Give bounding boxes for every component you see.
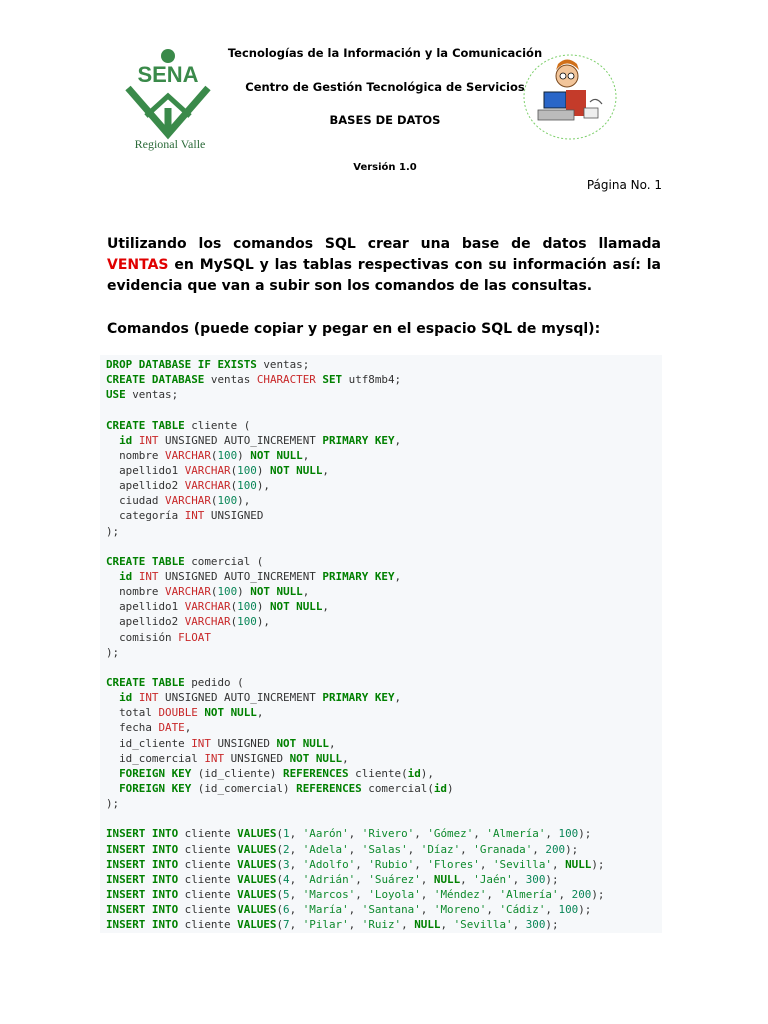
code-line [106,705,656,720]
code-token: VALUES [237,857,277,871]
code-line [106,826,656,841]
code-token: ); [591,887,605,901]
code-token: ( [230,600,238,614]
code-token: 'Rivero' [361,827,415,841]
code-token: ); [578,827,592,841]
page-number: Página No. 1 [586,178,662,192]
code-token: 'Flores' [427,857,480,871]
code-token: 'Loyola' [368,887,421,901]
code-token: apellido1 [106,600,185,614]
code-token: cliente [178,857,238,871]
code-token: , [289,872,303,886]
code-token: VALUES [237,842,277,856]
code-token: ( [276,918,284,932]
code-token: 100 [217,494,238,508]
code-token: REFERENCES [296,781,362,795]
code-token: , [420,903,434,917]
code-token: ), [420,766,434,780]
code-token: comercial( [361,781,434,795]
code-line [106,751,656,766]
code-token [106,570,119,583]
code-token: PRIMARY KEY [322,691,395,705]
code-token: ); [565,842,579,856]
code-line [106,508,656,523]
code-token: nombre [106,585,166,599]
code-token: CREATE TABLE [106,675,185,689]
code-token: cliente [178,887,238,901]
code-token: 300 [525,872,546,886]
code-token: VALUES [237,872,277,886]
code-token: ( [276,857,284,871]
code-token: , [348,918,362,932]
code-token: , [289,903,303,917]
code-token: 'Almería' [499,887,559,901]
code-token: 100 [558,827,579,841]
code-line [106,917,656,932]
code-token: VARCHAR [165,494,211,508]
code-token: categoría [106,509,185,523]
code-token: , [512,872,526,886]
code-line [106,857,656,872]
code-token: VALUES [237,827,277,841]
code-token: ( [230,479,238,493]
code-token: NOT NULL [250,585,303,599]
code-token: INT [204,751,225,765]
code-token: VALUES [237,918,277,932]
code-token: NULL [433,872,461,886]
header-line-1: Tecnologías de la Información y la Comunicación [227,46,543,60]
code-token: ); [545,872,559,886]
code-token: comisión [106,630,179,644]
code-token: , [322,600,329,614]
code-token [106,782,119,795]
code-token: ); [591,857,605,871]
code-token: ( [210,448,218,462]
code-token: 'Adela' [302,842,349,856]
code-line [106,539,656,554]
code-token: VARCHAR [184,479,231,493]
code-line [106,463,656,478]
code-token: NOT NULL [289,751,343,765]
code-token: 100 [237,479,257,493]
code-token: INT [184,509,205,523]
code-token: 'Ruiz' [361,918,402,932]
intro-paragraph [107,234,661,297]
code-token [106,767,119,780]
code-token: , [289,887,303,901]
code-token: ventas; [125,388,179,402]
header-line-2: Centro de Gestión Tecnológica de Servicios [245,80,525,94]
code-token: INSERT INTO [106,842,179,856]
code-line [106,584,656,599]
code-token: SET [322,373,343,387]
header-line-3: BASES DE DATOS [329,113,441,127]
code-line [106,357,656,372]
code-token: UNSIGNED AUTO_INCREMENT [158,433,323,447]
code-token: cliente [178,872,238,886]
code-token: , [558,887,572,901]
code-token: id [407,766,421,780]
logo-caption: Regional Valle [134,137,206,151]
code-token: , [486,887,500,901]
code-token: ( [276,903,284,917]
code-token: cliente [178,842,238,856]
code-token: nombre [106,448,166,462]
code-token: NULL [565,857,592,871]
code-token: , [355,857,369,871]
code-token: apellido1 [106,463,185,477]
code-token: 'María' [302,903,349,917]
code-token: ) [237,585,251,599]
code-token: 100 [217,585,238,599]
code-token: , [394,569,402,583]
code-token: 'Almería' [486,827,546,841]
code-token: , [545,903,559,917]
code-token: 100 [237,615,257,629]
code-token: INSERT INTO [106,827,179,841]
code-token: id_cliente [106,736,192,750]
code-line [106,872,656,887]
code-token: , [322,463,329,477]
code-token: ) [237,448,251,462]
code-line [106,690,656,705]
code-token: , [401,918,415,932]
code-token: UNSIGNED [210,736,277,750]
code-token: VARCHAR [165,585,211,599]
code-token: apellido2 [106,615,185,629]
code-line [106,796,656,811]
code-token: INSERT INTO [106,857,179,871]
code-token: cliente [178,827,238,841]
code-token: , [348,842,362,856]
code-line [106,660,656,675]
code-line [106,630,656,645]
code-token: (id_cliente) [191,766,284,780]
code-token: , [289,918,303,932]
code-line [106,478,656,493]
code-token: 100 [217,448,238,462]
code-token: VARCHAR [184,600,231,614]
code-token: , [420,872,434,886]
code-token: id_comercial [106,751,205,765]
code-token: NULL [414,918,441,932]
code-token: ( [276,887,284,901]
logo-text: SENA [137,62,199,87]
code-token: 1 [283,827,290,841]
code-line [106,781,656,796]
code-token: FOREIGN KEY [119,766,192,780]
code-token: , [420,887,434,901]
code-token: NOT NULL [250,448,303,462]
code-token: 200 [571,887,592,901]
code-token: fecha [106,721,159,735]
code-token: , [342,751,349,765]
code-token: ( [210,585,218,599]
code-token: , [394,433,402,447]
code-line [106,402,656,417]
code-token: FOREIGN KEY [119,781,192,795]
code-line [106,614,656,629]
code-token: ( [230,463,238,477]
code-token: 'Marcos' [302,887,356,901]
code-token: VALUES [237,887,277,901]
code-token: 2 [283,842,290,856]
code-line [106,887,656,902]
code-token: NOT NULL [204,706,257,720]
code-token: 'Gómez' [427,827,474,841]
code-token: CHARACTER [256,373,316,387]
code-line [106,902,656,917]
sql-code-block [100,355,662,933]
code-token: , [486,903,500,917]
code-token: , [256,706,264,720]
code-token: ( [276,872,284,886]
code-token: , [289,857,303,871]
code-token: DATE [158,721,185,735]
code-token: CREATE TABLE [106,554,185,568]
code-token: ( [210,494,218,508]
code-token: 'Moreno' [433,903,487,917]
code-token: 4 [283,872,290,886]
code-token: , [302,448,310,462]
code-token: VARCHAR [165,448,211,462]
code-token: cliente ( [184,418,251,432]
code-token: 'Aarón' [302,827,349,841]
code-token: , [289,842,303,856]
code-line [106,842,656,857]
code-token: id [119,569,133,583]
code-token: (id_comercial) [191,781,297,795]
code-token: ); [106,797,120,811]
database-name-highlight: VENTAS [107,257,169,273]
code-token: , [551,857,566,871]
code-token: , [289,827,303,841]
code-token: ventas; [256,358,310,371]
code-token: ( [276,842,284,856]
code-token: UNSIGNED [224,751,290,765]
code-token: USE [106,388,126,402]
code-token: 'Sevilla' [492,857,552,871]
code-token: UNSIGNED AUTO_INCREMENT [158,569,323,583]
code-token: , [355,872,369,886]
code-token: , [460,872,474,886]
code-token: 5 [283,887,290,901]
code-token: 'Méndez' [433,887,487,901]
code-token: DOUBLE [158,706,198,720]
code-token: ); [545,918,559,932]
code-token: CREATE DATABASE [106,373,205,387]
code-token: PRIMARY KEY [322,569,395,583]
code-token: INSERT INTO [106,918,179,932]
code-token: 'Sevilla' [453,918,513,932]
code-line [106,736,656,751]
code-line [106,675,656,690]
code-line [106,720,656,735]
code-token: id [433,781,447,795]
code-token: INT [191,736,211,750]
code-token: INT [138,433,159,447]
code-line [106,554,656,569]
code-token: , [348,903,362,917]
code-token: , [414,827,428,841]
code-token: DROP DATABASE IF EXISTS [106,358,257,371]
code-line [106,569,656,584]
code-token: ) [256,600,270,614]
code-token: , [440,918,454,932]
version-label: Versión 1.0 [353,162,417,173]
code-token: 3 [283,857,290,871]
code-token: ), [256,615,270,629]
code-token: 'Jaén' [473,872,513,886]
code-token: ( [276,827,284,841]
code-token: comercial ( [184,554,264,568]
code-token: pedido ( [184,675,244,689]
code-line [106,599,656,614]
code-token: UNSIGNED AUTO_INCREMENT [158,691,323,705]
code-token [106,434,119,447]
code-token: FLOAT [178,630,211,644]
code-token: ), [237,494,251,508]
code-token: cliente( [348,766,408,780]
code-token: ventas [204,373,257,387]
code-token: INSERT INTO [106,903,179,917]
code-token: , [407,842,421,856]
code-token: , [184,721,192,735]
code-token: ( [230,615,238,629]
code-line [106,372,656,387]
code-token: ) [256,463,270,477]
code-line [106,493,656,508]
code-line [106,387,656,402]
code-token: 'Pilar' [302,918,349,932]
code-token: ); [578,903,592,917]
code-line [106,448,656,463]
code-token: 7 [283,918,290,932]
code-token: 'Rubio' [368,857,415,871]
intro-text-before: Utilizando los comandos SQL crear una base de datos llamada [107,236,661,252]
code-token: , [355,887,369,901]
code-token: 200 [545,842,566,856]
commands-heading: Comandos (puede copiar y pegar en el espacio SQL de mysql): [107,321,601,337]
code-token: 100 [237,600,257,614]
code-token: , [532,842,546,856]
code-line [106,766,656,781]
code-token: UNSIGNED [204,509,264,523]
code-token: 300 [525,918,546,932]
code-token: , [473,827,487,841]
code-token: , [512,918,526,932]
code-token: cliente [178,918,238,932]
code-token: INT [138,691,159,705]
code-token: PRIMARY KEY [322,433,395,447]
code-token: INT [138,569,159,583]
code-token: INSERT INTO [106,872,179,886]
code-line [106,433,656,448]
code-token: id [119,691,133,705]
code-token: 'Adolfo' [302,857,356,871]
code-token: , [479,857,493,871]
code-token: 6 [283,903,290,917]
code-token: INSERT INTO [106,887,179,901]
code-token: 'Salas' [361,842,408,856]
code-token: , [545,827,559,841]
code-token: VARCHAR [184,615,231,629]
code-token: 100 [237,463,257,477]
code-token: ciudad [106,494,166,508]
code-token: apellido2 [106,479,185,493]
code-token: VARCHAR [184,463,231,477]
code-token: NOT NULL [276,736,329,750]
code-token: NOT NULL [269,600,323,614]
code-token: 'Granada' [473,842,533,856]
code-token: , [348,827,362,841]
code-token: total [106,706,159,720]
code-token: , [302,585,310,599]
computer-user-clipart [522,52,618,142]
code-line [106,645,656,660]
code-token: , [414,857,428,871]
intro-text-after: en MySQL y las tablas respectivas con su información así: la evidencia que van a subir son los comandos de las consultas. [107,257,661,294]
code-token: , [460,842,474,856]
code-token: ), [256,479,270,493]
code-token: 'Díaz' [420,842,461,856]
code-token: cliente [178,903,238,917]
code-token: 'Suárez' [368,872,421,886]
code-token: ); [106,645,120,659]
code-line [106,811,656,826]
code-token: REFERENCES [283,766,349,780]
code-token: , [394,691,402,705]
code-token: id [119,433,133,447]
code-token: , [328,736,336,750]
code-token [106,691,119,704]
code-line [106,418,656,433]
code-token: NOT NULL [269,463,323,477]
code-token: VALUES [237,903,277,917]
code-token: 'Santana' [361,903,421,917]
code-token: utf8mb4; [342,373,402,387]
code-token: 'Cádiz' [499,903,546,917]
code-token: CREATE TABLE [106,418,185,432]
code-token: ); [106,524,120,538]
code-token: 100 [558,903,579,917]
code-token: 'Adrián' [302,872,356,886]
code-token: ) [447,781,454,795]
code-line [106,524,656,539]
